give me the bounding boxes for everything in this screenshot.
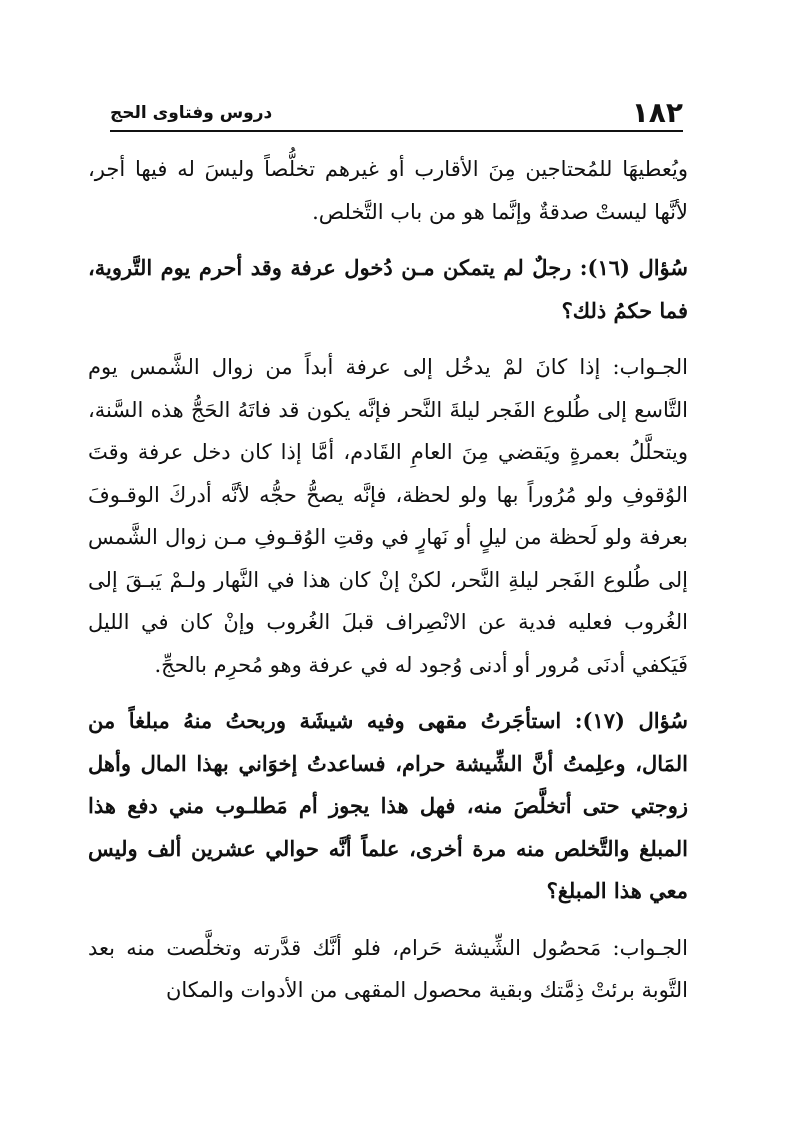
answer-continuation-paragraph: ويُعطيهَا للمُحتاجين مِنَ الأقارب أو غيرهم تخلُّصاً وليسَ له فيها أجر، لأنَّها ليستْ صدقةٌ وإنَّما هو من باب التَّخلص. [88, 157, 688, 224]
answer-17-paragraph: الجـواب: مَحصُول الشِّيشة حَرام، فلو أنَّك قدَّرته وتخلَّصت منه بعد التَّوبة برئتْ ذِمَّتك وبقية محصول المقهى من الأدوات والمكان [88, 935, 688, 1002]
body-text [88, 148, 688, 1018]
running-title: دروس وفتاوى الحج [110, 103, 273, 123]
page-header [110, 96, 683, 132]
answer-16-paragraph: الجـواب: إذا كانَ لمْ يدخُل إلى عرفة أبداً من زوال الشَّمس يوم التَّاسع إلى طُلوع الفَجر ليلةَ النَّحر فإنَّه يكون قد فاتَهُ الحَجُّ هذه السَّنة، ويتحلَّلُ بعمرةٍ ويَقضي مِنَ العامِ القَادم، أمَّا إذا كان دخل عرفة وقتَ الوُقوفِ ولو مُرُوراً بها ولو لحظة، فإنَّه يصحُّ حجُّه لأنَّه أدركَ الوقـوفَ بعرفة ولو لَحظة من ليلٍ أو نَهارٍ في وقتِ الوُقـوفِ مـن زوال الشَّمس إلى طُلوع الفَجر ليلةِ النَّحر، لكنْ إنْ كان هذا في النَّهار ولـمْ يَبـقَ إلى الغُروب فعليه فدية عن الانْصِراف قبلَ الغُروب وإنْ كان في الليل فَيَكفي أدنَى مُرور أو أدنى وُجود له في عرفة وهو مُحرِم بالحجِّ. [88, 355, 688, 677]
question-16-paragraph: سُؤال (١٦): رجلٌ لم يتمكن مـن دُخول عرفة وقد أحرم يوم التَّروية، فما حكمُ ذلك؟ [88, 255, 688, 323]
page-number: ١٨٢ [631, 96, 683, 129]
question-17-paragraph: سُؤال (١٧): استأجَرتُ مقهى وفيه شيشَة وربحتُ منهُ مبلغاً من المَال، وعلِمتُ أنَّ الشِّيشة حرام، فساعدتُ إخوَاني بهذا المال وأهل زوجتي حتى أتخلَّصَ منه، فهل هذا يجوز أم مَطلـوب مني دفع هذا المبلغ والتَّخلص منه مرة أخرى، علماً أنَّه حوالي عشرين ألف وليس معي هذا المبلغ؟ [88, 708, 688, 903]
